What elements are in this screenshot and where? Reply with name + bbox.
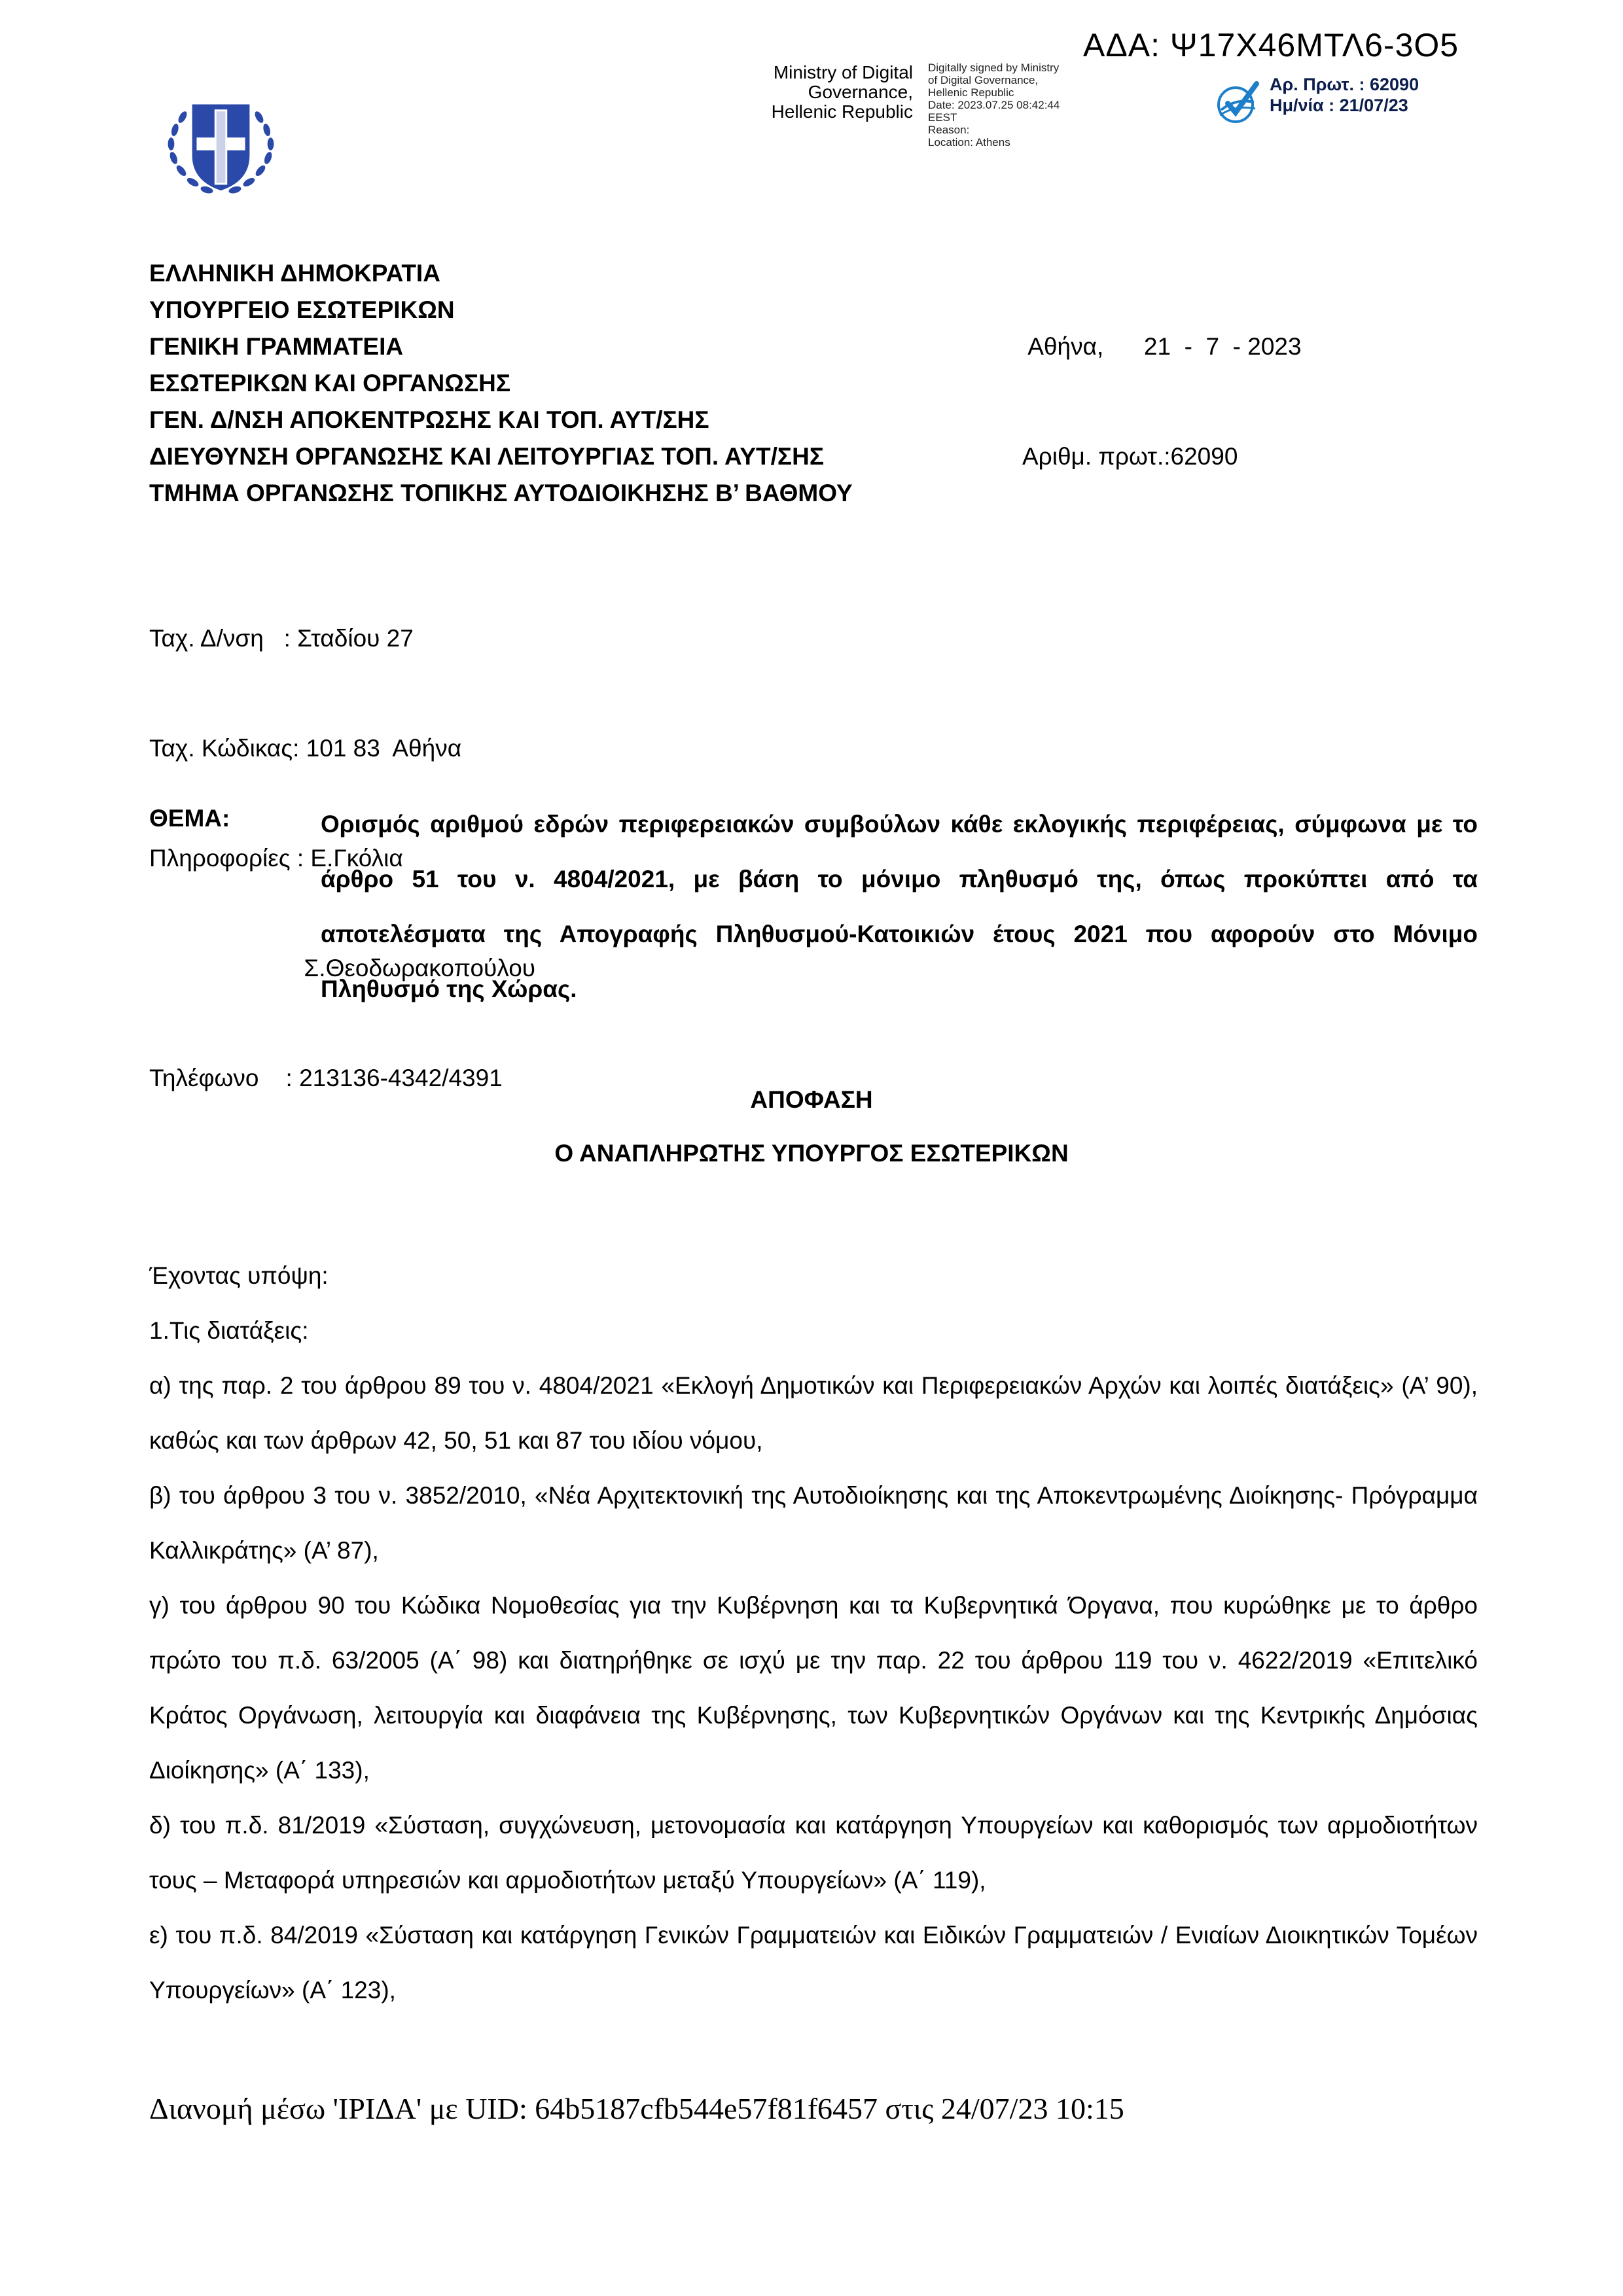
protocol-date: Ημ/νία : 21/07/23 <box>1270 96 1408 115</box>
hellenic-republic-emblem-icon <box>157 77 285 208</box>
decision-title: ΑΠΟΦΑΣΗ <box>750 1086 873 1113</box>
contact-line: Τηλέφωνο : 213136-4342/4391 <box>149 1065 503 1091</box>
issuer-line: ΤΜΗΜΑ ΟΡΓΑΝΩΣΗΣ ΤΟΠΙΚΗΣ ΑΥΤΟΔΙΟΙΚΗΣΗΣ Β’ ΒΑΘΜΟΥ <box>149 480 853 506</box>
body-paragraph: β) του άρθρου 3 του ν. 3852/2010, «Νέα Αρχιτεκτονική της Αυτοδιοίκησης και της Αποκεντρωμένης Διοίκησης- Πρόγραμμα Καλλικράτης» (Α’ 87), <box>149 1482 1478 1564</box>
issuer-line: ΔΙΕΥΘΥΝΣΗ ΟΡΓΑΝΩΣΗΣ ΚΑΙ ΛΕΙΤΟΥΡΓΙΑΣ ΤΟΠ. ΑΥΤ/ΣΗΣ <box>149 443 825 470</box>
document-date: Αθήνα, 21 - 7 - 2023 <box>1022 333 1302 360</box>
signature-detail-line: Location: Athens <box>928 136 1010 149</box>
contact-line: Πληροφορίες : Ε.Γκόλια <box>149 845 403 872</box>
body-paragraph: α) της παρ. 2 του άρθρου 89 του ν. 4804/2021 «Εκλογή Δημοτικών και Περιφερειακών Αρχών και λοιπές διατάξεις» (Α’ 90), καθώς και των άρθρων 42, 50, 51 και 87 του ιδίου νόμου, <box>149 1372 1478 1454</box>
issuer-line: ΥΠΟΥΡΓΕΙΟ ΕΣΩΤΕΡΙΚΩΝ <box>149 296 455 323</box>
protocol-number: Αρ. Πρωτ. : 62090 <box>1270 75 1419 94</box>
issuer-line: ΓΕΝ. Δ/ΝΣΗ ΑΠΟΚΕΝΤΡΩΣΗΣ ΚΑΙ ΤΟΠ. ΑΥΤ/ΣΗΣ <box>149 406 709 433</box>
signature-details <box>928 62 1060 149</box>
signature-detail-line: EEST <box>928 111 957 124</box>
contact-line: Ταχ. Δ/νση : Σταδίου 27 <box>149 625 414 652</box>
signer-line: Governance, <box>808 82 913 102</box>
protocol-stamp <box>1270 74 1419 116</box>
signer-organization <box>766 63 913 122</box>
subject-label: ΘΕΜΑ: <box>149 805 230 832</box>
document-protocol-number: Αριθμ. πρωτ.:62090 <box>1022 443 1238 470</box>
signature-detail-line: Digitally signed by Ministry <box>928 62 1060 74</box>
signer-line: Ministry of Digital <box>773 62 913 82</box>
issuer-block <box>149 255 853 512</box>
document-body <box>149 1248 1478 2018</box>
body-paragraph: 1.Τις διατάξεις: <box>149 1317 309 1344</box>
protocol-logo-icon <box>1216 72 1262 131</box>
ada-code: ΑΔΑ: Ψ17Χ46ΜΤΛ6-3Ο5 <box>1083 27 1459 63</box>
issuer-line: ΓΕΝΙΚΗ ΓΡΑΜΜΑΤΕΙΑ <box>149 333 404 360</box>
date-protocol-block <box>1022 255 1302 512</box>
signature-detail-line: Hellenic Republic <box>928 86 1014 99</box>
body-paragraph: Έχοντας υπόψη: <box>149 1262 329 1289</box>
subject-text: Ορισμός αριθμού εδρών περιφερειακών συμβούλων κάθε εκλογικής περιφέρειας, σύμφωνα με το άρθρο 51 του ν. 4804/2021, με βάση το μόνιμο πληθυσμό της, όπως προκύπτει από τα αποτελέσματα της Απογραφής Πληθυσμού-Κατοικιών έτους 2021 που αφορούν στο Μόνιμο Πληθυσμό της Χώρας. <box>321 811 1478 1002</box>
body-paragraph: γ) του άρθρου 90 του Κώδικα Νομοθεσίας για την Κυβέρνηση και τα Κυβερνητικά Όργανα, που κυρώθηκε με το άρθρο πρώτο του π.δ. 63/2005 (Α΄ 98) και διατηρήθηκε σε ισχύ με την παρ. 22 του άρθρου 119 του ν. 4622/2019 «Επιτελικό Κράτος Οργάνωση, λειτουργία και διαφάνεια της Κυβέρνησης, των Κυβερνητικών Οργάνων και της Κεντρικής Δημόσιας Διοίκησης» (Α΄ 133), <box>149 1592 1478 1784</box>
body-paragraph: δ) του π.δ. 81/2019 «Σύσταση, συγχώνευση, μετονομασία και κατάργηση Υπουργείων και καθορισμός των αρμοδιοτήτων τους – Μεταφορά υπηρεσιών και αρμοδιοτήτων μεταξύ Υπουργείων» (Α΄ 119), <box>149 1812 1478 1894</box>
signature-detail-line: Date: 2023.07.25 08:42:44 <box>928 99 1060 111</box>
contact-line: Ταχ. Κώδικας: 101 83 Αθήνα <box>149 735 462 762</box>
signature-detail-line: of Digital Governance, <box>928 74 1039 86</box>
body-paragraph: ε) του π.δ. 84/2019 «Σύσταση και κατάργηση Γενικών Γραμματειών και Ειδικών Γραμματειών / Ενιαίων Διοικητικών Τομέων Υπουργείων» (Α΄ 123), <box>149 1922 1478 2004</box>
distribution-footer: Διανομή μέσω 'ΙΡΙΔΑ' με UID: 64b5187cfb544e57f81f6457 στις 24/07/23 10:15 <box>149 2092 1124 2125</box>
issuer-line: ΕΣΩΤΕΡΙΚΩΝ ΚΑΙ ΟΡΓΑΝΩΣΗΣ <box>149 370 511 397</box>
decision-subtitle: Ο ΑΝΑΠΛΗΡΩΤΗΣ ΥΠΟΥΡΓΟΣ ΕΣΩΤΕΡΙΚΩΝ <box>554 1140 1069 1167</box>
signature-detail-line: Reason: <box>928 124 970 136</box>
issuer-line: ΕΛΛΗΝΙΚΗ ΔΗΜΟΚΡΑΤΙΑ <box>149 260 440 287</box>
contact-line: Σ.Θεοδωρακοπούλου <box>149 955 536 981</box>
signer-line: Hellenic Republic <box>771 101 913 122</box>
